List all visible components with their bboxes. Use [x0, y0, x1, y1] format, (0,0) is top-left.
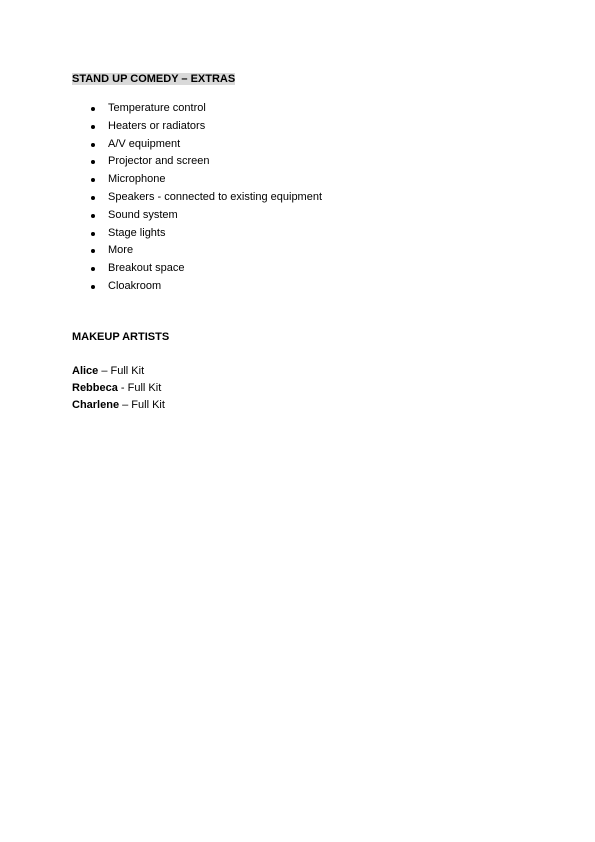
list-item [72, 225, 322, 243]
list-item [72, 100, 322, 118]
list-item [72, 207, 322, 225]
bullet-icon [91, 267, 95, 271]
list-item-label: Heaters or radiators [108, 119, 206, 132]
artist-row [72, 380, 165, 397]
list-item [72, 153, 322, 171]
list-item-label: Stage lights [108, 226, 166, 239]
artist-row [72, 397, 165, 414]
list-item-label: Speakers - connected to existing equipment [108, 190, 323, 203]
bullet-icon [91, 178, 95, 182]
extras-heading [72, 72, 235, 86]
list-item-label: More [108, 244, 134, 257]
bullet-icon [91, 214, 95, 218]
artist-list [72, 363, 165, 414]
artist-name: Charlene [72, 399, 120, 411]
bullet-icon [91, 249, 95, 253]
list-item-label: Temperature control [108, 102, 206, 114]
makeup-heading: MAKEUP ARTISTS [72, 331, 170, 343]
list-item-label: Projector and screen [108, 155, 210, 168]
bullet-icon [91, 285, 95, 289]
list-item-label: Microphone [108, 173, 166, 186]
artist-detail: - Full Kit [117, 382, 162, 394]
bullet-icon [91, 107, 95, 111]
artist-detail: – Full Kit [119, 399, 165, 411]
artist-detail: – Full Kit [98, 365, 145, 377]
list-item [72, 189, 322, 207]
list-item [72, 118, 322, 136]
extras-heading-text: STAND UP COMEDY – EXTRAS [72, 73, 236, 85]
bullet-icon [91, 143, 95, 147]
bullet-icon [91, 160, 95, 164]
artist-name: Rebbeca [72, 382, 118, 394]
list-item-label: Breakout space [108, 262, 185, 275]
list-item-label: A/V equipment [108, 137, 181, 150]
list-item [72, 242, 322, 260]
list-item [72, 278, 322, 296]
extras-list [72, 100, 322, 296]
bullet-icon [91, 196, 95, 200]
bullet-icon [91, 125, 95, 129]
list-item-label: Cloakroom [108, 279, 162, 292]
list-item-label: Sound system [108, 208, 178, 221]
list-item [72, 260, 322, 278]
list-item [72, 171, 322, 189]
artist-name: Alice [72, 365, 99, 377]
bullet-icon [91, 232, 95, 236]
artist-row [72, 363, 165, 380]
list-item [72, 136, 322, 154]
